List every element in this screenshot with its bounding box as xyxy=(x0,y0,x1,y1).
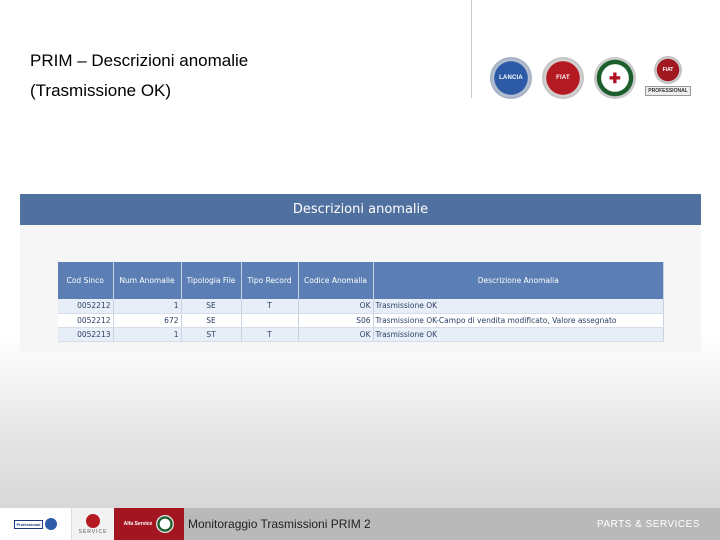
footer-caption: Monitoraggio Trasmissioni PRIM 2 xyxy=(188,517,371,531)
parts-services-label: PARTS & SERVICES xyxy=(596,518,700,530)
cell-descrizione: Trasmissione OK xyxy=(373,327,664,341)
cell-tipologia-file: ST xyxy=(181,327,241,341)
footer-alfa-service-logo xyxy=(114,508,184,540)
cell-tipologia-file: SE xyxy=(181,299,241,313)
fiat-mini-icon xyxy=(86,514,100,528)
cell-num-anomalie: 672 xyxy=(113,313,181,327)
brand-logos xyxy=(490,56,690,100)
cell-num-anomalie: 1 xyxy=(113,327,181,341)
cell-codice-anomalia: S06 xyxy=(298,313,373,327)
footer-professional-text: Professional xyxy=(16,521,41,527)
lancia-logo-text: LANCIA xyxy=(499,75,523,81)
cell-codice-anomalia: OK xyxy=(298,327,373,341)
column-header[interactable]: Tipologia File xyxy=(181,262,241,299)
footer-professional-logo xyxy=(0,508,72,540)
footer-fiat-service-logo xyxy=(72,508,114,540)
app-screenshot xyxy=(20,194,701,352)
cell-tipo-record: T xyxy=(241,299,298,313)
professional-tag: PROFESSIONAL xyxy=(645,86,690,96)
cell-descrizione: Trasmissione OK-Campo di vendita modificato, Valore assegnato xyxy=(373,313,664,327)
title-line-2: (Trasmissione OK) xyxy=(30,81,172,100)
cell-cod-sinco: 0052212 xyxy=(58,299,113,313)
footer-alfa-service-label: Alfa Service xyxy=(123,521,153,527)
cell-tipo-record xyxy=(241,313,298,327)
footer-main xyxy=(184,508,720,540)
alfa-mini-icon xyxy=(156,515,174,533)
lancia-mini-icon xyxy=(45,518,57,530)
table-row[interactable] xyxy=(58,313,664,327)
column-header[interactable]: Codice Anomalia xyxy=(298,262,373,299)
column-header[interactable]: Tipo Record xyxy=(241,262,298,299)
cell-cod-sinco: 0052213 xyxy=(58,327,113,341)
slide-footer xyxy=(0,508,720,540)
column-header[interactable]: Num Anomalie xyxy=(113,262,181,299)
table-header-row xyxy=(58,262,664,299)
cell-tipo-record: T xyxy=(241,327,298,341)
lancia-logo xyxy=(490,57,532,99)
fiat-professional-disc xyxy=(654,56,682,84)
anomalies-table xyxy=(58,262,664,342)
cell-tipologia-file: SE xyxy=(181,313,241,327)
footer-service-label: SERVICE xyxy=(78,528,108,535)
alfa-romeo-logo: ✚ xyxy=(594,57,636,99)
fiat-logo-text: FIAT xyxy=(556,75,570,81)
column-header[interactable]: Cod Sinco xyxy=(58,262,113,299)
vertical-divider xyxy=(471,0,472,98)
table-row[interactable] xyxy=(58,327,664,341)
screenshot-header-title: Descrizioni anomalie xyxy=(292,202,429,217)
screenshot-header-bar xyxy=(20,194,701,225)
fiat-professional-text: FIAT xyxy=(662,67,674,73)
table-row[interactable] xyxy=(58,299,664,313)
title-line-1: PRIM – Descrizioni anomalie xyxy=(30,51,249,70)
fiat-logo xyxy=(542,57,584,99)
cell-cod-sinco: 0052212 xyxy=(58,313,113,327)
cell-codice-anomalia: OK xyxy=(298,299,373,313)
cell-num-anomalie: 1 xyxy=(113,299,181,313)
slide-title xyxy=(30,46,248,106)
fiat-professional-logo xyxy=(646,56,690,100)
cell-descrizione: Trasmissione OK xyxy=(373,299,664,313)
column-header[interactable]: Descrizione Anomalia xyxy=(373,262,664,299)
